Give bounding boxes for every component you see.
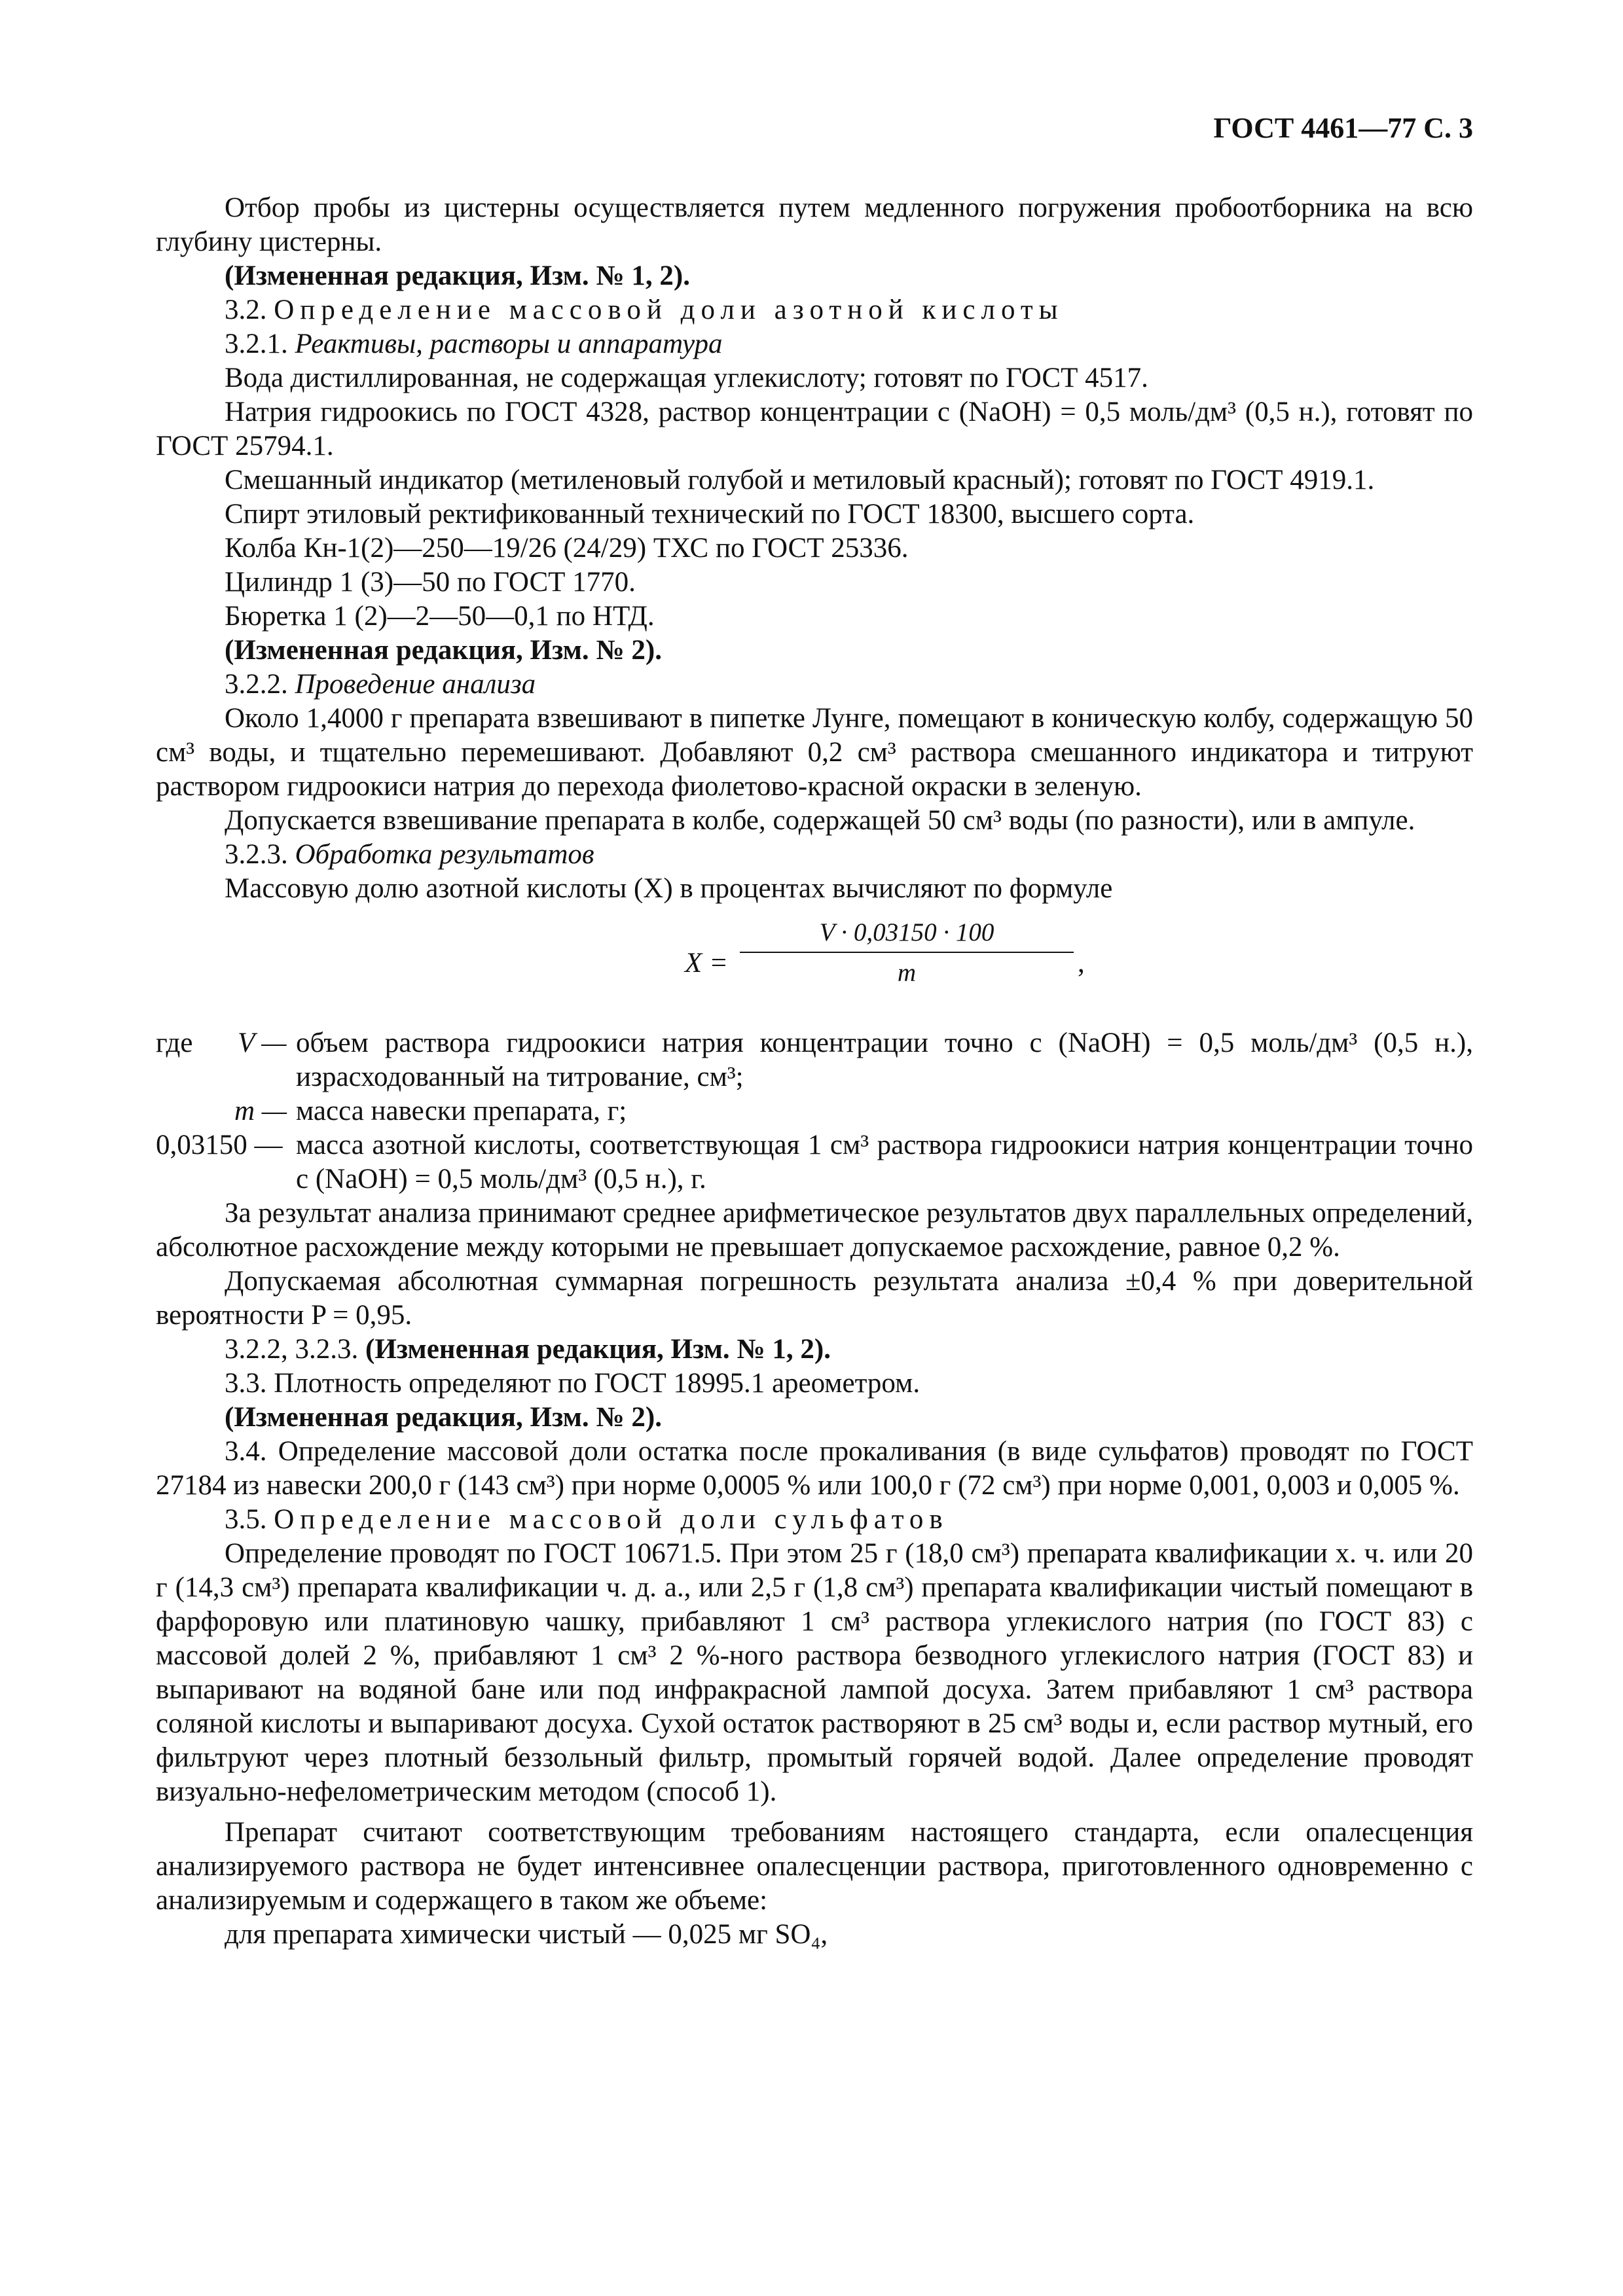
paragraph: Определение проводят по ГОСТ 10671.5. При этом 25 г (18,0 см³) препарата квалификации х. ч. или 20 г (14,3 см³) препарата квалификации ч. д. а., или 2,5 г (1,8 см³) препарата квалификации чистый помещают в фарфоровую или платиновую чашку, прибавляют 1 см³ раствора углекислого натрия (по ГОСТ 83) с массовой долей 2 %, прибавляют 1 см³ 2 %-ного раствора безводного углекислого натрия (ГОСТ 83) и выпаривают на водяной бане или под инфракрасной лампой досуха. Затем прибавляют 1 см³ раствора соляной кислоты и выпаривают досуха. Сухой остаток растворяют в 25 см³ воды и, если раствор мутный, его фильтруют через плотный беззольный фильтр, промытый горячей водой. Далее определение проводят визуально-нефелометрическим методом (способ 1).	[156, 1538, 1473, 1807]
formula-numerator: V · 0,03150 · 100	[819, 918, 994, 946]
paragraph: Допускаемая абсолютная суммарная погрешность результата анализа ±0,4 % при доверительной вероятности P = 0,95.	[156, 1266, 1473, 1331]
subsection-heading: 3.2.3. Обработка результатов	[225, 839, 594, 870]
paragraph: Отбор пробы из цистерны осуществляется путем медленного погружения пробоотборника на всю глубину цистерны.	[156, 192, 1473, 257]
section-heading: 3.5. Определение массовой доли сульфатов	[225, 1504, 949, 1535]
fraction-bar	[740, 952, 1074, 953]
definition-row	[156, 1026, 1473, 1094]
paragraph: Вода дистиллированная, не содержащая углекислоту; готовят по ГОСТ 4517.	[225, 363, 1148, 393]
page-header: ГОСТ 4461—77 С. 3	[1213, 112, 1473, 144]
definition-row	[156, 1128, 1473, 1196]
formula-definitions	[156, 1026, 1473, 1196]
formula-fraction	[740, 916, 1074, 990]
amendment-note: (Измененная редакция, Изм. № 2).	[225, 635, 662, 666]
paragraph: Около 1,4000 г препарата взвешивают в пипетке Лунге, помещают в коническую колбу, содержащую 50 см³ воды, и тщательно перемешивают. Добавляют 0,2 см³ раствора смешанного индикатора и титруют раствором гидроокиси натрия до перехода фиолетово-красной окраски в зеленую.	[156, 703, 1473, 802]
subsection-heading: 3.2.1. Реактивы, растворы и аппаратура	[225, 329, 723, 359]
paragraph: Цилиндр 1 (3)—50 по ГОСТ 1770.	[225, 567, 636, 598]
paragraph: 3.3. Плотность определяют по ГОСТ 18995.1 ареометром.	[225, 1368, 921, 1399]
paragraph: Смешанный индикатор (метиленовый голубой и метиловый красный); готовят по ГОСТ 4919.1.	[225, 465, 1375, 495]
definition-term: m —	[234, 1096, 287, 1126]
amendment-note: 3.2.2, 3.2.3. (Измененная редакция, Изм. № 1, 2).	[225, 1334, 831, 1365]
document-body	[156, 191, 1473, 1952]
definition-row	[156, 1094, 1473, 1128]
formula	[156, 916, 1473, 1018]
paragraph: Колба Кн-1(2)—250—19/26 (24/29) ТХС по ГОСТ 25336.	[225, 533, 909, 564]
subsection-title: Обработка результатов	[295, 839, 594, 870]
definition-term: 0,03150 —	[156, 1130, 283, 1160]
definition-desc: масса навески препарата, г;	[296, 1096, 627, 1126]
amendment-note: (Измененная редакция, Изм. № 1, 2).	[225, 260, 690, 291]
definition-term: V —	[238, 1028, 287, 1058]
formula-lhs: X =	[685, 948, 729, 978]
where-label: где	[156, 1028, 193, 1058]
subsection-title: Реактивы, растворы и аппаратура	[295, 329, 723, 359]
formula-tail: ,	[1078, 948, 1085, 978]
paragraph: Спирт этиловый ректификованный технический по ГОСТ 18300, высшего сорта.	[225, 499, 1195, 529]
paragraph: Натрия гидроокись по ГОСТ 4328, раствор концентрации с (NaOH) = 0,5 моль/дм³ (0,5 н.), готовят по ГОСТ 25794.1.	[156, 397, 1473, 461]
paragraph: Бюретка 1 (2)—2—50—0,1 по НТД.	[225, 601, 655, 632]
paragraph: Допускается взвешивание препарата в колбе, содержащей 50 см³ воды (по разности), или в ампуле.	[225, 805, 1415, 836]
paragraph: За результат анализа принимают среднее арифметическое результатов двух параллельных определений, абсолютное расхождение между которыми не превышает допускаемое расхождение, равное 0,2 %.	[156, 1198, 1473, 1263]
paragraph: 3.4. Определение массовой доли остатка после прокаливания (в виде сульфатов) проводят по ГОСТ 27184 из навески 200,0 г (143 см³) при норме 0,0005 % или 100,0 г (72 см³) при норме 0,001, 0,003 и 0,005 %.	[156, 1436, 1473, 1501]
paragraph: Массовую долю азотной кислоты (X) в процентах вычисляют по формуле	[225, 873, 1113, 904]
paragraph: Препарат считают соответствующим требованиям настоящего стандарта, если опалесценция анализируемого раствора не будет интенсивнее опалесценции раствора, приготовленного одновременно с анализируемым и содержащего в таком же объеме:	[156, 1817, 1473, 1916]
subsection-heading: 3.2.2. Проведение анализа	[225, 669, 536, 700]
section-title: Определение массовой доли сульфатов	[274, 1504, 949, 1535]
subsection-title: Проведение анализа	[295, 669, 536, 700]
section-heading: 3.2. Определение массовой доли азотной кислоты	[225, 295, 1064, 325]
definition-desc: объем раствора гидроокиси натрия концентрации точно с (NaOH) = 0,5 моль/дм³ (0,5 н.), израсходованный на титрование, см³;	[296, 1028, 1473, 1092]
section-title: Определение массовой доли азотной кислоты	[274, 295, 1064, 325]
paragraph: для препарата химически чистый — 0,025 мг SO₄,	[225, 1919, 828, 1950]
formula-denominator: m	[897, 959, 917, 987]
definition-desc: масса азотной кислоты, соответствующая 1 см³ раствора гидроокиси натрия концентрации точно с (NaOH) = 0,5 моль/дм³ (0,5 н.), г.	[296, 1130, 1473, 1194]
spacer	[156, 1809, 1473, 1816]
amendment-note: (Измененная редакция, Изм. № 2).	[225, 1402, 662, 1433]
